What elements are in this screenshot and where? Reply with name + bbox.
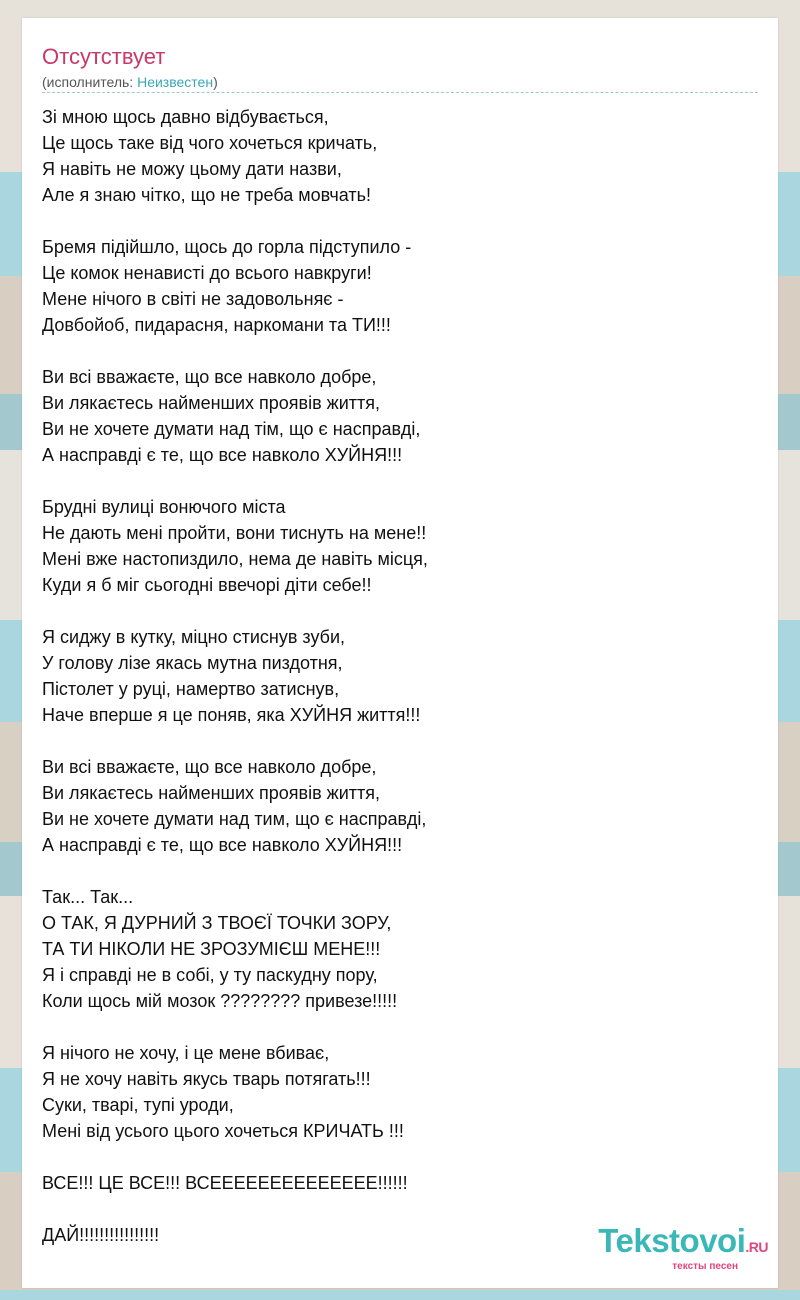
lyrics-line: Я навіть не можу цьому дати назви, xyxy=(42,159,342,179)
lyrics-stanza xyxy=(42,104,758,208)
lyrics-line: Бремя підійшло, щось до горла підступило - xyxy=(42,237,412,257)
lyrics-line: Зі мною щось давно відбувається, xyxy=(42,107,329,127)
lyrics-line: Куди я б міг сьогодні ввечорі діти себе!! xyxy=(42,575,372,595)
lyrics-stanza xyxy=(42,494,758,598)
lyrics-line: ДАЙ!!!!!!!!!!!!!!!! xyxy=(42,1225,160,1245)
artist-line xyxy=(42,73,218,91)
lyrics-line: Пістолет у руці, намертво затиснув, xyxy=(42,679,340,699)
lyrics-line: Ви всі вважаєте, що все навколо добре, xyxy=(42,757,377,777)
lyrics-line: Мені від усього цього хочеться КРИЧАТЬ !!! xyxy=(42,1121,404,1141)
title-divider xyxy=(42,92,758,93)
lyrics-line: А насправді є те, що все навколо ХУЙНЯ!!! xyxy=(42,445,403,465)
logo-tagline: тексты песен xyxy=(672,1261,738,1272)
lyrics-line: Ви лякаєтесь найменших проявів життя, xyxy=(42,393,381,413)
lyrics-line: Довбойоб, пидарасня, наркомани та ТИ!!! xyxy=(42,315,391,335)
artist-link[interactable]: Неизвестен xyxy=(137,74,214,90)
lyrics-line: Я нічого не хочу, і це мене вбиває, xyxy=(42,1043,330,1063)
lyrics-body xyxy=(42,104,758,1274)
lyrics-line: Не дають мені пройти, вони тиснуть на мене!! xyxy=(42,523,427,543)
artist-prefix: (исполнитель: xyxy=(42,74,138,90)
site-logo[interactable] xyxy=(598,1224,768,1272)
lyrics-stanza xyxy=(42,1040,758,1144)
lyrics-line: Це щось таке від чого хочеться кричать, xyxy=(42,133,378,153)
logo-name: Tekstovoi xyxy=(598,1222,746,1259)
lyrics-line: Коли щось мій мозок ???????? привезе!!!!! xyxy=(42,991,398,1011)
lyrics-line: Ви не хочете думати над тим, що є насправді, xyxy=(42,809,427,829)
lyrics-line: Мене нічого в світі не задовольняє - xyxy=(42,289,344,309)
lyrics-stanza xyxy=(42,884,758,1014)
lyrics-line: ТА ТИ НІКОЛИ НЕ ЗРОЗУМІЄШ МЕНЕ!!! xyxy=(42,939,381,959)
lyrics-line: Це комок ненависті до всього навкруги! xyxy=(42,263,372,283)
lyrics-line: Я і справді не в собі, у ту паскудну пору, xyxy=(42,965,378,985)
lyrics-line: Брудні вулиці вонючого міста xyxy=(42,497,286,517)
song-title: Отсутствует xyxy=(42,44,166,69)
lyrics-line: Наче вперше я це поняв, яка ХУЙНЯ життя!!! xyxy=(42,705,421,725)
lyrics-line: Я сиджу в кутку, міцно стиснув зуби, xyxy=(42,627,346,647)
lyrics-line: Ви всі вважаєте, що все навколо добре, xyxy=(42,367,377,387)
lyrics-stanza xyxy=(42,364,758,468)
lyrics-line: Суки, тварі, тупі уроди, xyxy=(42,1095,234,1115)
lyrics-line: Ви не хочете думати над тім, що є насправді, xyxy=(42,419,421,439)
lyrics-line: О ТАК, Я ДУРНИЙ З ТВОЄЇ ТОЧКИ ЗОРУ, xyxy=(42,913,392,933)
lyrics-line: ВСЕ!!! ЦЕ ВСЕ!!! ВСЕЕЕЕЕЕЕЕЕЕЕЕЕЕ!!!!!! xyxy=(42,1173,408,1193)
lyrics-stanza xyxy=(42,624,758,728)
lyrics-line: А насправді є те, що все навколо ХУЙНЯ!!! xyxy=(42,835,403,855)
lyrics-line: Я не хочу навіть якусь тварь потягать!!! xyxy=(42,1069,371,1089)
lyrics-line: Але я знаю чітко, що не треба мовчать! xyxy=(42,185,371,205)
lyrics-stanza xyxy=(42,754,758,858)
lyrics-stanza xyxy=(42,234,758,338)
bottom-strip xyxy=(0,1290,800,1300)
lyrics-stanza xyxy=(42,1170,758,1196)
lyrics-line: У голову лізе якась мутна пиздотня, xyxy=(42,653,343,673)
lyrics-line: Так... Так... xyxy=(42,887,134,907)
lyrics-card xyxy=(22,18,778,1288)
artist-suffix: ) xyxy=(213,74,218,90)
lyrics-line: Мені вже настопиздило, нема де навіть місця, xyxy=(42,549,428,569)
lyrics-line: Ви лякаєтесь найменших проявів життя, xyxy=(42,783,381,803)
logo-tld: .RU xyxy=(745,1239,768,1255)
